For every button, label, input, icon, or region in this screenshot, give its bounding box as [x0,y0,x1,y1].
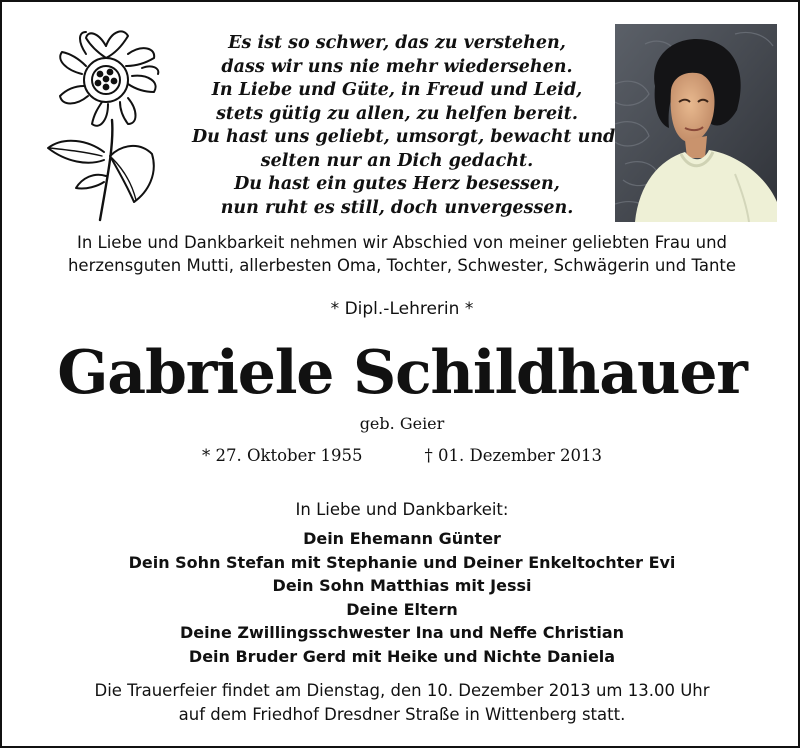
death-date: † 01. Dezember 2013 [424,446,603,465]
poem-line: dass wir uns nie mehr wiedersehen. [221,56,573,77]
poem-line: In Liebe und Güte, in Freud und Leid, [211,80,583,100]
family-intro: In Liebe und Dankbarkeit: [295,500,509,519]
poem [192,32,616,220]
funeral-service-info [2,679,800,726]
poem-line: nun ruht es still, doch unvergessen. [220,197,574,218]
intro-line: herzensguten Mutti, allerbesten Oma, Tochter, Schwester, Schwägerin und Tante [67,256,737,275]
poem-line: Es ist so schwer, das zu verstehen, [228,33,566,53]
birth-date: * 27. Oktober 1955 [201,446,363,465]
poem-line: stets gütig zu allen, zu helfen bereit. [216,103,578,124]
family-member: Deine Eltern [346,599,458,619]
life-dates [2,446,800,465]
family-member: Dein Bruder Gerd mit Heike und Nichte Daniela [188,646,616,666]
maiden-name: geb. Geier [359,414,445,433]
deceased-name: Gabriele Schildhauer [57,338,747,408]
service-line: auf dem Friedhof Dresdner Straße in Wittenberg statt. [178,704,626,724]
family-member: Dein Sohn Stefan mit Stephanie und Deiner Enkeltochter Evi [128,552,676,572]
family-member: Dein Sohn Matthias mit Jessi [272,576,532,595]
portrait-photo [615,24,777,222]
sunflower-drawing-icon [42,24,170,224]
poem-line: Du hast ein gutes Herz besessen, [234,174,560,194]
family-member: Dein Ehemann Günter [303,529,501,548]
intro-line: In Liebe und Dankbarkeit nehmen wir Abschied von meiner geliebten Frau und [76,233,728,252]
service-line: Die Trauerfeier findet am Dienstag, den 10. Dezember 2013 um 13.00 Uhr [94,681,710,700]
family-list [2,527,800,668]
farewell-intro [2,231,800,277]
poem-line: selten nur an Dich gedacht. [260,150,534,171]
profession: * Dipl.-Lehrerin * [330,299,474,319]
family-member: Deine Zwillingsschwester Ina und Neffe Christian [179,623,625,642]
poem-line: Du hast uns geliebt, umsorgt, bewacht und [192,127,616,147]
